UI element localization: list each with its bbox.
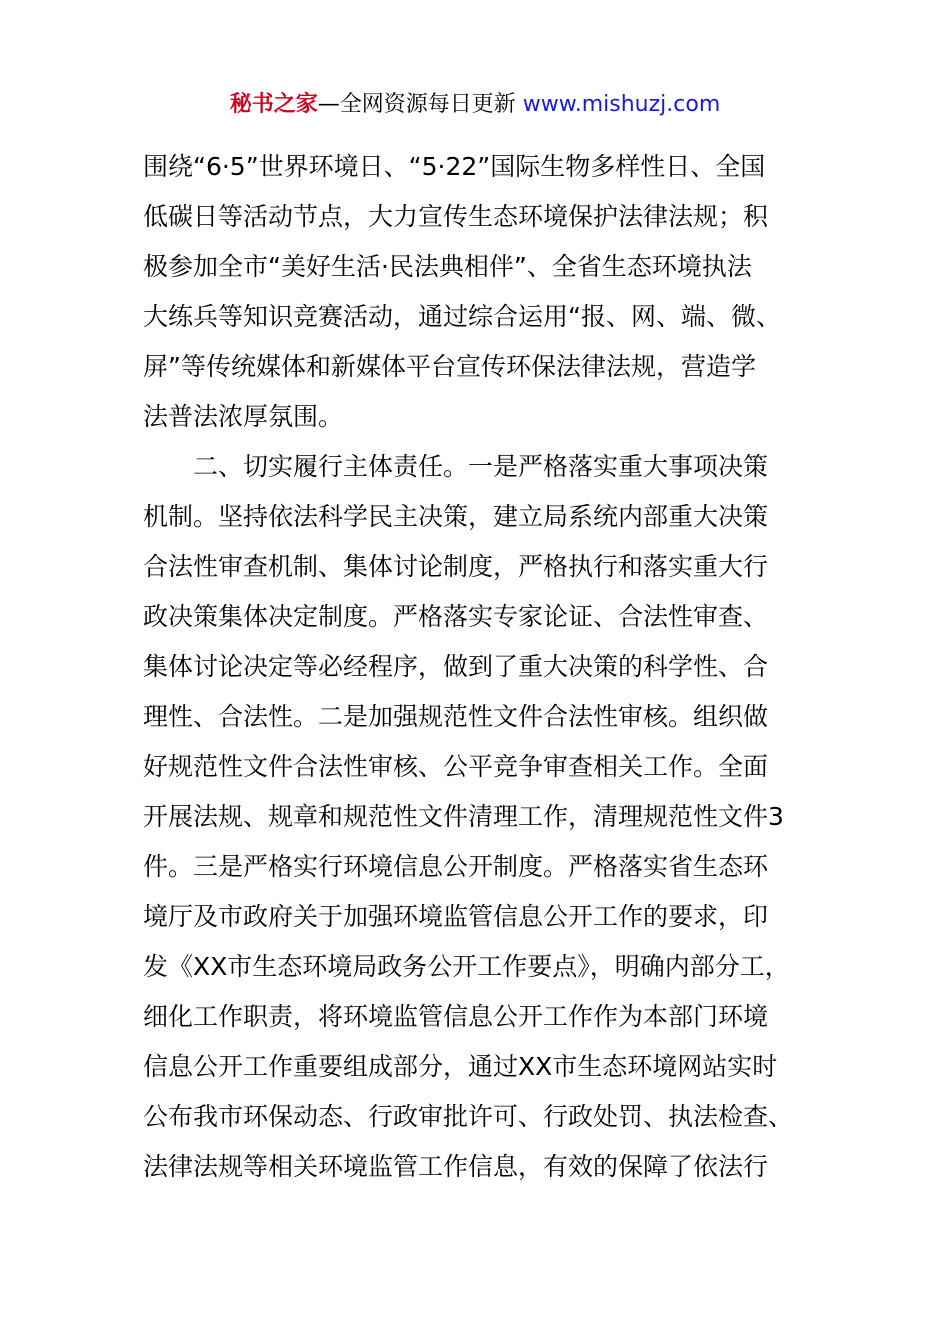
text-line: 理性、合法性。二是加强规范性文件合法性审核。组织做: [143, 702, 769, 731]
text-line: 政决策集体决定制度。严格落实专家论证、合法性审查、: [143, 602, 769, 631]
document-body: [143, 142, 823, 1192]
text-line: 件。三是严格实行环境信息公开制度。严格落实省生态环: [143, 852, 769, 881]
text-line: 公布我市环保动态、行政审批许可、行政处罚、执法检查、: [143, 1102, 794, 1131]
text-line: 境厅及市政府关于加强环境监管信息公开工作的要求，印: [143, 902, 769, 931]
text-line: 开展法规、规章和规范性文件清理工作，清理规范性文件3: [143, 802, 784, 831]
text-line: 极参加全市“美好生活·民法典相伴”、全省生态环境执法: [143, 252, 752, 281]
text-line: 合法性审查机制、集体讨论制度，严格执行和落实重大行: [143, 552, 769, 581]
text-line: 法普法浓厚氛围。: [143, 402, 344, 431]
text-line: 低碳日等活动节点，大力宣传生态环境保护法律法规；积: [143, 202, 769, 231]
text-line: 细化工作职责，将环境监管信息公开工作作为本部门环境: [143, 1002, 769, 1031]
site-url-link[interactable]: www.mishuzj.com: [522, 92, 721, 117]
text-line: 法律法规等相关环境监管工作信息，有效的保障了依法行: [143, 1152, 769, 1181]
document-header: [0, 88, 950, 122]
text-line: 集体讨论决定等必经程序，做到了重大决策的科学性、合: [143, 652, 769, 681]
text-line: 围绕“6·5”世界环境日、“5·22”国际生物多样性日、全国: [143, 152, 766, 181]
text-line: 大练兵等知识竞赛活动，通过综合运用“报、网、端、微、: [143, 302, 781, 331]
brand-name: 秘书之家: [229, 92, 318, 117]
text-line: 屏”等传统媒体和新媒体平台宣传环保法律法规，营造学: [143, 352, 756, 381]
text-line: 好规范性文件合法性审核、公平竞争审查相关工作。全面: [143, 752, 769, 781]
text-line: 二、切实履行主体责任。一是严格落实重大事项决策: [143, 452, 769, 481]
text-line: 信息公开工作重要组成部分，通过XX市生态环境网站实时: [143, 1052, 778, 1081]
text-line: 发《XX市生态环境局政务公开工作要点》，明确内部分工，: [143, 952, 790, 981]
header-tagline: —全网资源每日更新: [317, 92, 516, 117]
text-line: 机制。坚持依法科学民主决策，建立局系统内部重大决策: [143, 502, 769, 531]
